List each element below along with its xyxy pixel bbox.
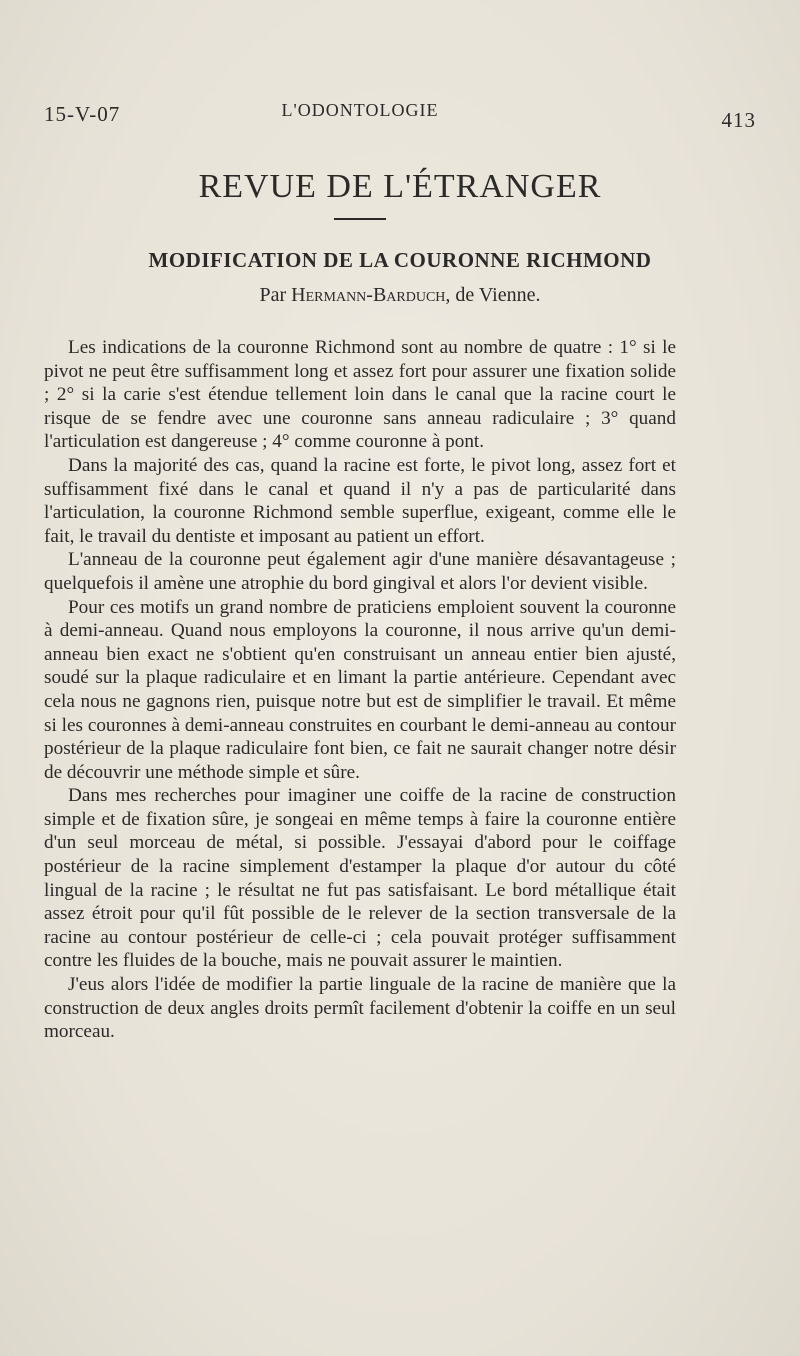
article-title: MODIFICATION DE LA COURONNE RICHMOND bbox=[148, 248, 652, 272]
byline-author: Hermann-Barduch bbox=[291, 284, 446, 306]
byline-suffix: , de Vienne. bbox=[445, 284, 541, 306]
paragraph-1: Les indications de la couronne Richmond sont au nombre de quatre : 1° si le pivot ne peut être suffisamment long et assez fort pour assurer une fixation solide ; 2° si la carie s'est étendue tellement loin dans le canal que la racine court le risque de se fendre avec une couronne sans anneau radiculaire ; 3° quand l'articulation est dangereuse ; 4° comme couronne à pont. bbox=[44, 337, 676, 453]
journal-title: L'ODONTOLOGIE bbox=[281, 100, 439, 120]
paragraph-5: Dans mes recherches pour imaginer une coiffe de la racine de construction simple et de fixation sûre, je songeai en même temps à faire la couronne entière d'un seul morceau de métal, si possible. J'essayai d'abord pour le coiffage postérieur de la racine simplement d'estamper la plaque d'or autour du côté lingual de la racine ; le résultat ne fut pas satisfaisant. Le bord métallique était assez étroit pour qu'il fût possible de le relever de la section transversale de la racine au contour postérieur de celle-ci ; cela pouvait protéger suffisamment contre les fluides de la bouche, mais ne pouvait assurer le maintien. bbox=[44, 785, 676, 972]
paragraph-6: J'eus alors l'idée de modifier la partie linguale de la racine de manière que la construction de deux angles droits permît facilement d'obtenir la coiffe en un seul morceau. bbox=[44, 974, 676, 1043]
paragraph-3: L'anneau de la couronne peut également agir d'une manière désavantageuse ; quelquefois il amène une atrophie du bord gingival et alors l'or devient visible. bbox=[44, 549, 676, 594]
byline-prefix: Par bbox=[259, 284, 292, 306]
page-number: 413 bbox=[721, 108, 756, 132]
article-body bbox=[44, 336, 676, 1044]
running-head bbox=[44, 98, 756, 132]
title-rule bbox=[334, 218, 386, 220]
paragraph-2: Dans la majorité des cas, quand la racine est forte, le pivot long, assez fort et suffisamment fixé dans le canal et quand il n'y a pas de particularité dans l'articulation, la couronne Richmond semble superflue, exigeant, comme elle le fait, le travail du dentiste et imposant au patient un effort. bbox=[44, 454, 676, 547]
issue-date: 15-V-07 bbox=[44, 102, 121, 126]
paragraph-4: Pour ces motifs un grand nombre de praticiens emploient souvent la couronne à demi-anneau. Quand nous employons la couronne, il nous arrive qu'un demi-anneau bien exact ne s'obtient qu'en construisant un anneau entier bien ajusté, soudé sur la plaque radiculaire et en limant la partie antérieure. Cependant avec cela nous ne gagnons rien, puisque notre but est de simplifier le travail. Et même si les couronnes à demi-anneau construites en courbant le demi-anneau au contour postérieur de la plaque radiculaire font bien, ce fait ne saurait changer notre désir de découvrir une méthode simple et sûre. bbox=[44, 596, 676, 783]
byline bbox=[0, 284, 800, 307]
section-title: REVUE DE L'ÉTRANGER bbox=[198, 168, 602, 205]
